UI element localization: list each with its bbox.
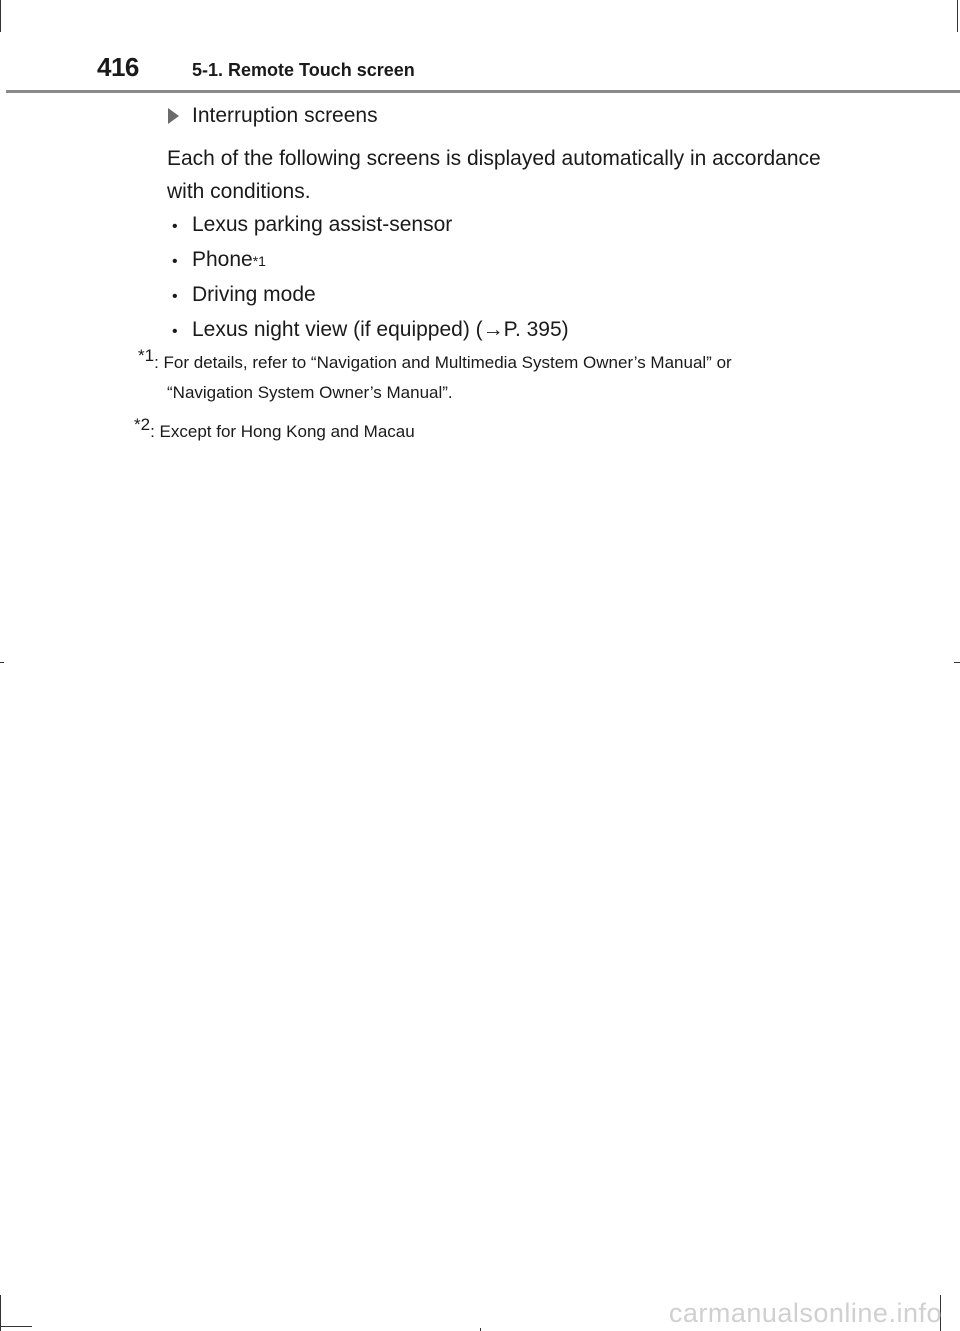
body-paragraph: Each of the following screens is displayed automatically in accordance with conditions. [167, 147, 821, 203]
list-item [172, 278, 569, 313]
bullet-marker: • [172, 288, 178, 305]
footnote-text: : Except for Hong Kong and Macau [150, 422, 415, 441]
footnote-1-continuation: “Navigation System Owner’s Manual”. [167, 383, 453, 402]
footnote-1 [138, 348, 818, 378]
crop-mark-top-right [957, 0, 958, 32]
subheading [168, 104, 378, 128]
list-item [172, 208, 569, 243]
bullet-marker: • [172, 253, 178, 270]
footnote-mark: *2 [134, 415, 151, 434]
page-number: 416 [97, 52, 139, 82]
list-item-text: Lexus night view (if equipped) (→P. 395) [192, 318, 569, 341]
header-rule [6, 90, 960, 93]
crop-mark-bottom-left-h [0, 1326, 32, 1327]
subheading-text: Interruption screens [192, 104, 378, 127]
crop-mark-mid-right [954, 662, 960, 663]
list-item [172, 313, 569, 348]
bullet-marker: • [172, 323, 178, 340]
footnote-mark: *1 [138, 346, 155, 365]
crop-mark-top-left [0, 0, 1, 32]
bullet-list [172, 208, 569, 348]
triangle-right-icon [168, 108, 179, 124]
footnote-text: : For details, refer to “Navigation and Multimedia System Owner’s Manual” or [154, 353, 732, 372]
bullet-marker: • [172, 218, 178, 235]
footnote-reference: *1 [252, 253, 266, 269]
list-item-text: Lexus parking assist-sensor [192, 213, 453, 236]
watermark: carmanualsonline.info [668, 1298, 942, 1328]
list-item [172, 243, 569, 278]
list-item-text: Driving mode [192, 283, 316, 306]
section-title: 5-1. Remote Touch screen [192, 60, 415, 80]
crop-mark-mid-left [0, 662, 4, 663]
list-item-text: Phone [192, 248, 253, 271]
footnote-2 [134, 417, 415, 447]
